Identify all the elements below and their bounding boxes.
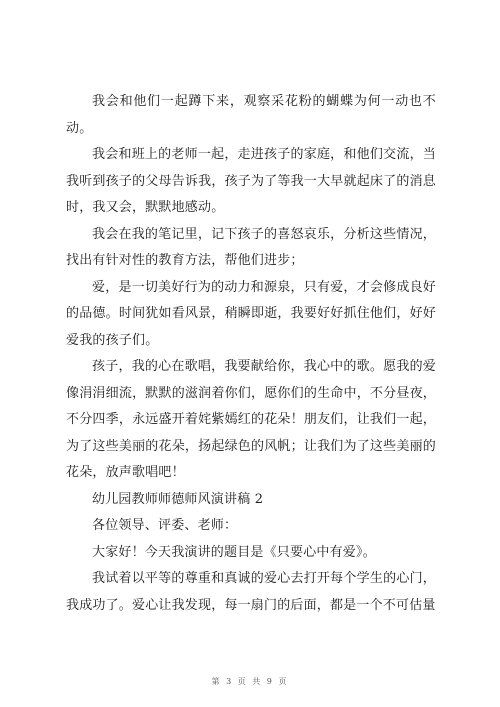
- paragraph-song: 孩子，我的心在歌唱，我要献给你，我心中的歌。愿我的爱像涓涓细流，默默的滋润着你们，愿你们的生命中，不分昼夜，不分四季，永远盛开着姹紫嫣红的花朵！朋友们，让我们一起，为了这些美丽的花朵，扬起绿色的风帆；让我们为了这些美丽的花朵，放声歌唱吧！: [66, 359, 436, 480]
- salutation: 各位领导、评委、老师：: [92, 518, 238, 533]
- page-number: 第 3 页 共 9 页: [211, 677, 289, 686]
- greeting: 大家好！今天我演讲的题目是《只要心中有爱》。: [92, 544, 376, 560]
- paragraph-notes: 我会在我的笔记里，记下孩子的喜怒哀乐，分析这些情况，找出有针对性的教育方法，帮他们进步；: [66, 226, 436, 268]
- paragraph-squat-down: 我会和他们一起蹲下来，观察采花粉的蝴蝶为何一动也不动。: [66, 94, 436, 136]
- document-body: [66, 89, 436, 619]
- speech-title: 幼儿园教师师德师风演讲稿 2: [92, 491, 264, 507]
- paragraph-heart-door: 我试着以平等的尊重和真诚的爱心去打开每个学生的心门，我成功了。爱心让我发现，每一扇门的后面，都是一个不可估量: [66, 571, 436, 613]
- paragraph-love: 爱，是一切美好行为的动力和源泉，只有爱，才会修成良好的品德。时间犹如看风景，稍瞬即逝，我要好好抓住他们，好好爱我的孩子们。: [66, 279, 436, 348]
- paragraph-home-visit: 我会和班上的老师一起，走进孩子的家庭，和他们交流，当我听到孩子的父母告诉我，孩子为了等我一大早就起床了的消息时，我又会，默默地感动。: [66, 147, 436, 215]
